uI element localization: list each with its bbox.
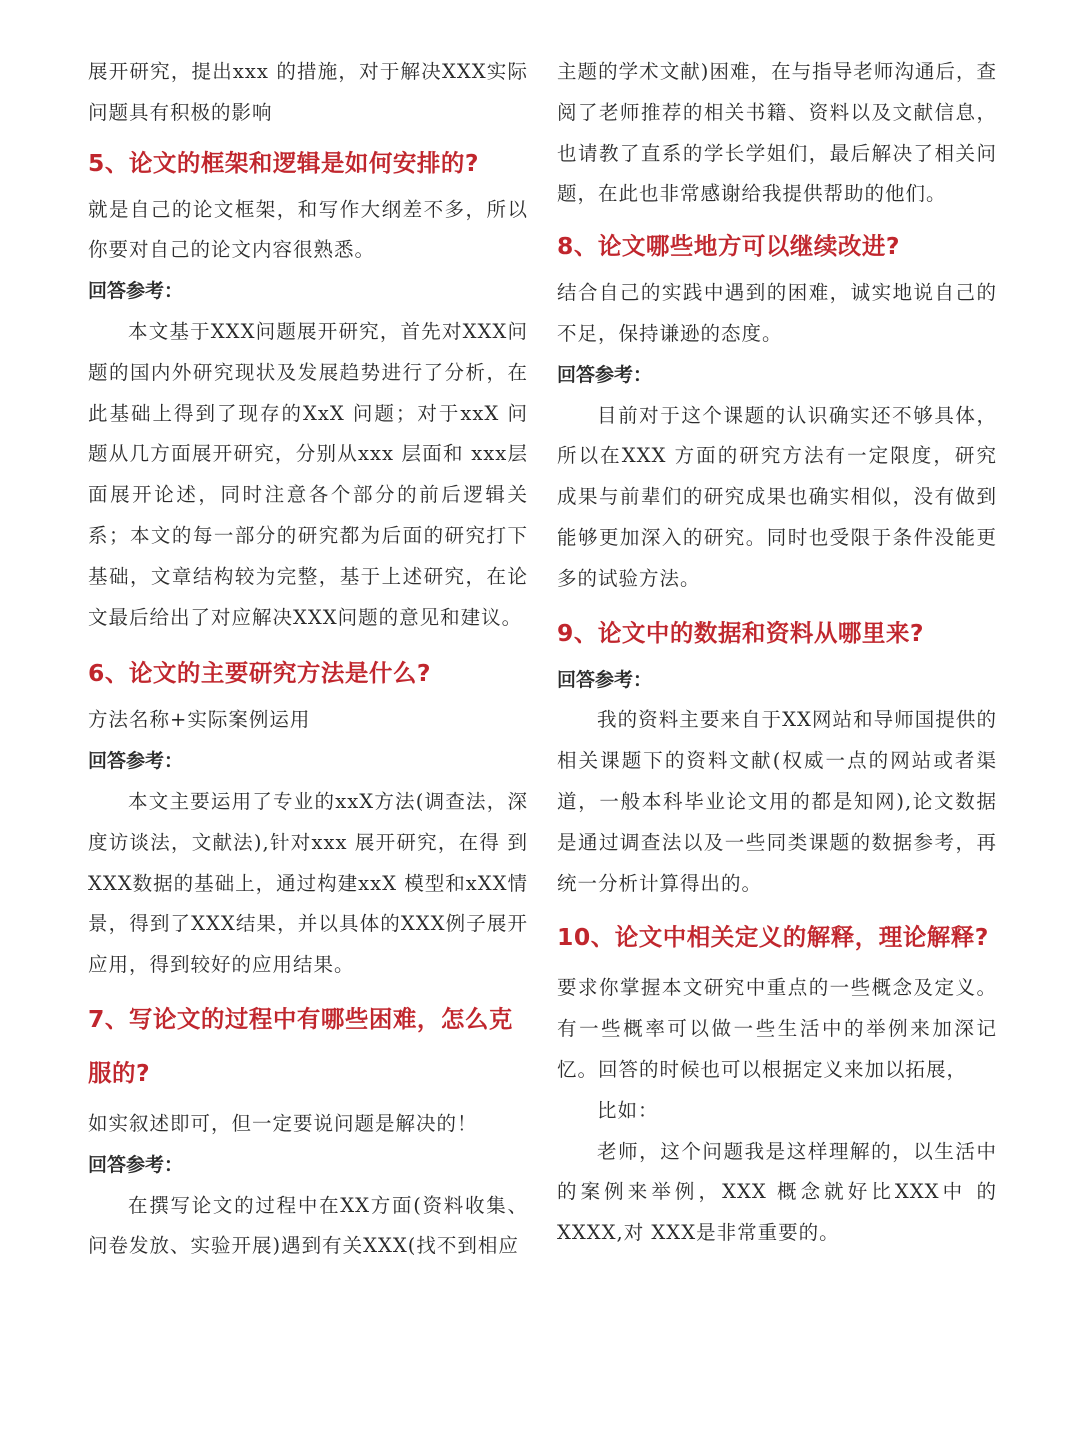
q5-heading: 5、论文的框架和逻辑是如何安排的? — [88, 148, 479, 177]
q7-answer-continuation: 主题的学术文献)困难，在与指导老师沟通后，查阅了老师推荐的相关书籍、资料以及文献信息，也请教了直系的学长学姐们，最后解决了相关问题，在此也非常感谢给我提供帮助的他们。 — [557, 60, 997, 206]
left-column — [88, 52, 528, 1267]
right-column — [557, 52, 997, 1254]
q6-description: 方法名称+实际案例运用 — [88, 708, 311, 732]
q8-heading: 8、论文哪些地方可以继续改进? — [557, 232, 900, 261]
q9-answer-label: 回答参考： — [557, 668, 653, 691]
q10-example: 老师，这个问题我是这样理解的，以生活中的案例来举例，XXX 概念就好比XXX中 的XXXX,对 XXX是非常重要的。 — [557, 1139, 997, 1245]
q5-answer-label: 回答参考： — [88, 280, 184, 303]
intro-continuation: 展开研究，提出xxx 的措施，对于解决XXX实际问题具有积极的影响 — [88, 60, 528, 124]
q6-heading: 6、论文的主要研究方法是什么? — [88, 659, 431, 688]
q8-answer: 目前对于这个课题的认识确实还不够具体，所以在XXX 方面的研究方法有一定限度，研究成果与前辈们的研究成果也确实相似，没有做到能够更加深入的研究。同时也受限于条件没能更多的试验方法。 — [557, 403, 997, 590]
q6-answer-label: 回答参考： — [88, 750, 184, 773]
q8-description: 结合自己的实践中遇到的困难，诚实地说自己的不足，保持谦逊的态度。 — [557, 281, 997, 345]
q7-answer: 在撰写论文的过程中在XX方面(资料收集、问卷发放、实验开展)遇到有关XXX(找不到相应 — [88, 1193, 528, 1258]
q7-answer-label: 回答参考： — [88, 1153, 184, 1176]
q7-heading: 7、写论文的过程中有哪些困难，怎么克服的? — [88, 1004, 513, 1087]
q6-answer: 本文主要运用了专业的xxX方法(调查法，深度访谈法，文献法),针对xxx 展开研究，在得 到XXX数据的基础上，通过构建xxX 模型和xXX情景，得到了XXX结果，并以具体的XXX例子展开应用，得到较好的应用结果。 — [88, 789, 528, 977]
q5-description: 就是自己的论文框架，和写作大纲差不多，所以你要对自己的论文内容很熟悉。 — [88, 197, 528, 262]
q9-answer: 我的资料主要来自于XX网站和导师国提供的相关课题下的资料文献(权威一点的网站或者渠道，一般本科毕业论文用的都是知网),论文数据是通过调查法以及一些同类课题的数据参考，再统一分析计算得出的。 — [557, 708, 997, 895]
q9-heading: 9、论文中的数据和资料从哪里来? — [557, 618, 924, 647]
q10-example-label: 比如： — [597, 1098, 659, 1122]
q10-description: 要求你掌握本文研究中重点的一些概念及定义。有一些概率可以做一些生活中的举例来加深记忆。回答的时候也可以根据定义来加以拓展， — [557, 976, 997, 1081]
q5-answer: 本文基于XXX问题展开研究，首先对XXX问题的国内外研究现状及发展趋势进行了分析，在此基础上得到了现存的XxX 问题；对于xxX 问题从几方面展开研究，分别从xxx 层面和 xxx层面展开论述，同时注意各个部分的前后逻辑关系；本文的每一部分的研究都为后面的研究打下基础，文章结构较为完整，基于上述研究，在论文最后给出了对应解决XXX问题的意见和建议。 — [88, 319, 528, 629]
q8-answer-label: 回答参考： — [557, 363, 653, 386]
q7-description: 如实叙述即可，但一定要说问题是解决的！ — [88, 1111, 478, 1135]
q10-heading: 10、论文中相关定义的解释，理论解释? — [557, 923, 989, 952]
